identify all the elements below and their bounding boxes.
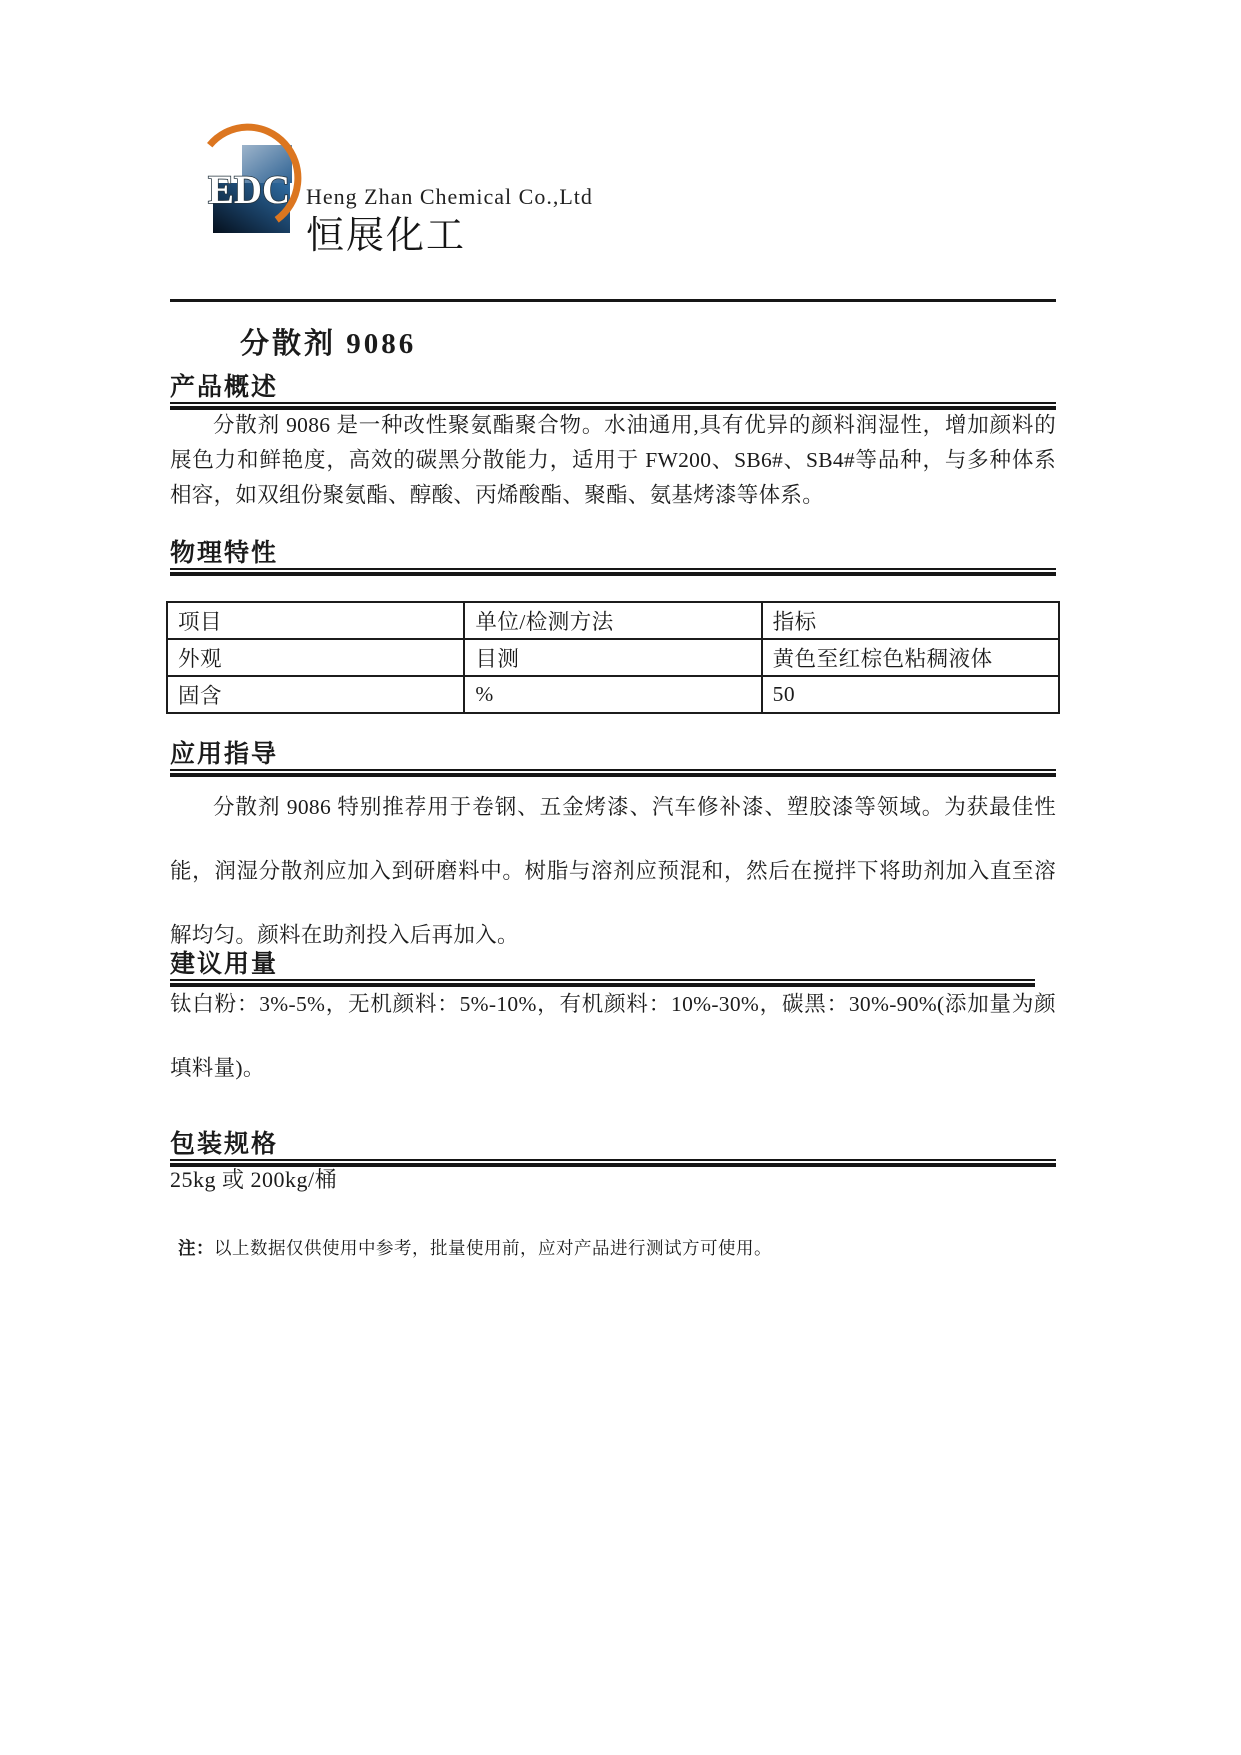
section-heading-application-guide: 应用指导 bbox=[170, 742, 1056, 771]
header-divider bbox=[170, 299, 1056, 302]
footnote bbox=[178, 1236, 1064, 1260]
recommended-dosage-paragraph: 钛白粉：3%-5%，无机颜料：5%-10%，有机颜料：10%-30%，碳黑：30%-90%(添加量为颜填料量)。 bbox=[170, 992, 1056, 1080]
edc-logo-graphic bbox=[186, 110, 302, 238]
footnote-label: 注： bbox=[178, 1238, 214, 1258]
company-name-cn: 恒展化工 bbox=[306, 215, 467, 257]
packaging-paragraph: 25kg 或 200kg/桶 bbox=[170, 1167, 338, 1192]
physical-properties-table bbox=[166, 601, 1060, 714]
table-row-appearance bbox=[167, 639, 1059, 676]
product-overview-paragraph: 分散剂 9086 是一种改性聚氨酯聚合物。水油通用,具有优异的颜料润湿性，增加颜料的展色力和鲜艳度，高效的碳黑分散能力，适用于 FW200、SB6#、SB4#等品种，与多种体系相容，如双组份聚氨酯、醇酸、丙烯酸酯、聚酯、氨基烤漆等体系。 bbox=[170, 413, 1056, 507]
section-heading-product-overview: 产品概述 bbox=[170, 375, 1056, 404]
company-header bbox=[306, 184, 593, 257]
logo-letters: EDC bbox=[208, 167, 290, 212]
table-cell: 目测 bbox=[464, 639, 761, 676]
section-physical-properties bbox=[170, 541, 1056, 576]
section-packaging bbox=[170, 1132, 1056, 1167]
table-col-header-spec: 指标 bbox=[762, 602, 1059, 639]
table-header-row bbox=[167, 602, 1059, 639]
section-rule bbox=[170, 572, 1056, 576]
section-heading-packaging: 包装规格 bbox=[170, 1132, 1056, 1161]
section-heading-recommended-dosage: 建议用量 bbox=[170, 952, 1035, 981]
table-cell: 固含 bbox=[167, 676, 464, 713]
table-cell: 外观 bbox=[167, 639, 464, 676]
section-product-overview bbox=[170, 375, 1056, 410]
table-cell: % bbox=[464, 676, 761, 713]
table-col-header-method: 单位/检测方法 bbox=[464, 602, 761, 639]
edc-logo bbox=[186, 110, 302, 238]
table-cell: 黄色至红棕色粘稠液体 bbox=[762, 639, 1059, 676]
table-row-solids bbox=[167, 676, 1059, 713]
section-heading-physical-properties: 物理特性 bbox=[170, 541, 1056, 570]
table-cell: 50 bbox=[762, 676, 1059, 713]
section-application-guide bbox=[170, 742, 1056, 777]
application-guide-paragraph: 分散剂 9086 特别推荐用于卷钢、五金烤漆、汽车修补漆、塑胶漆等领域。为获最佳性能，润湿分散剂应加入到研磨料中。树脂与溶剂应预混和，然后在搅拌下将助剂加入直至溶解均匀。颜料在助剂投入后再加入。 bbox=[170, 795, 1056, 947]
footnote-text: 以上数据仅供使用中参考，批量使用前，应对产品进行测试方可使用。 bbox=[214, 1238, 772, 1258]
company-name-en: Heng Zhan Chemical Co.,Ltd bbox=[306, 184, 593, 209]
table-col-header-item: 项目 bbox=[167, 602, 464, 639]
product-title: 分散剂 9086 bbox=[240, 328, 417, 360]
